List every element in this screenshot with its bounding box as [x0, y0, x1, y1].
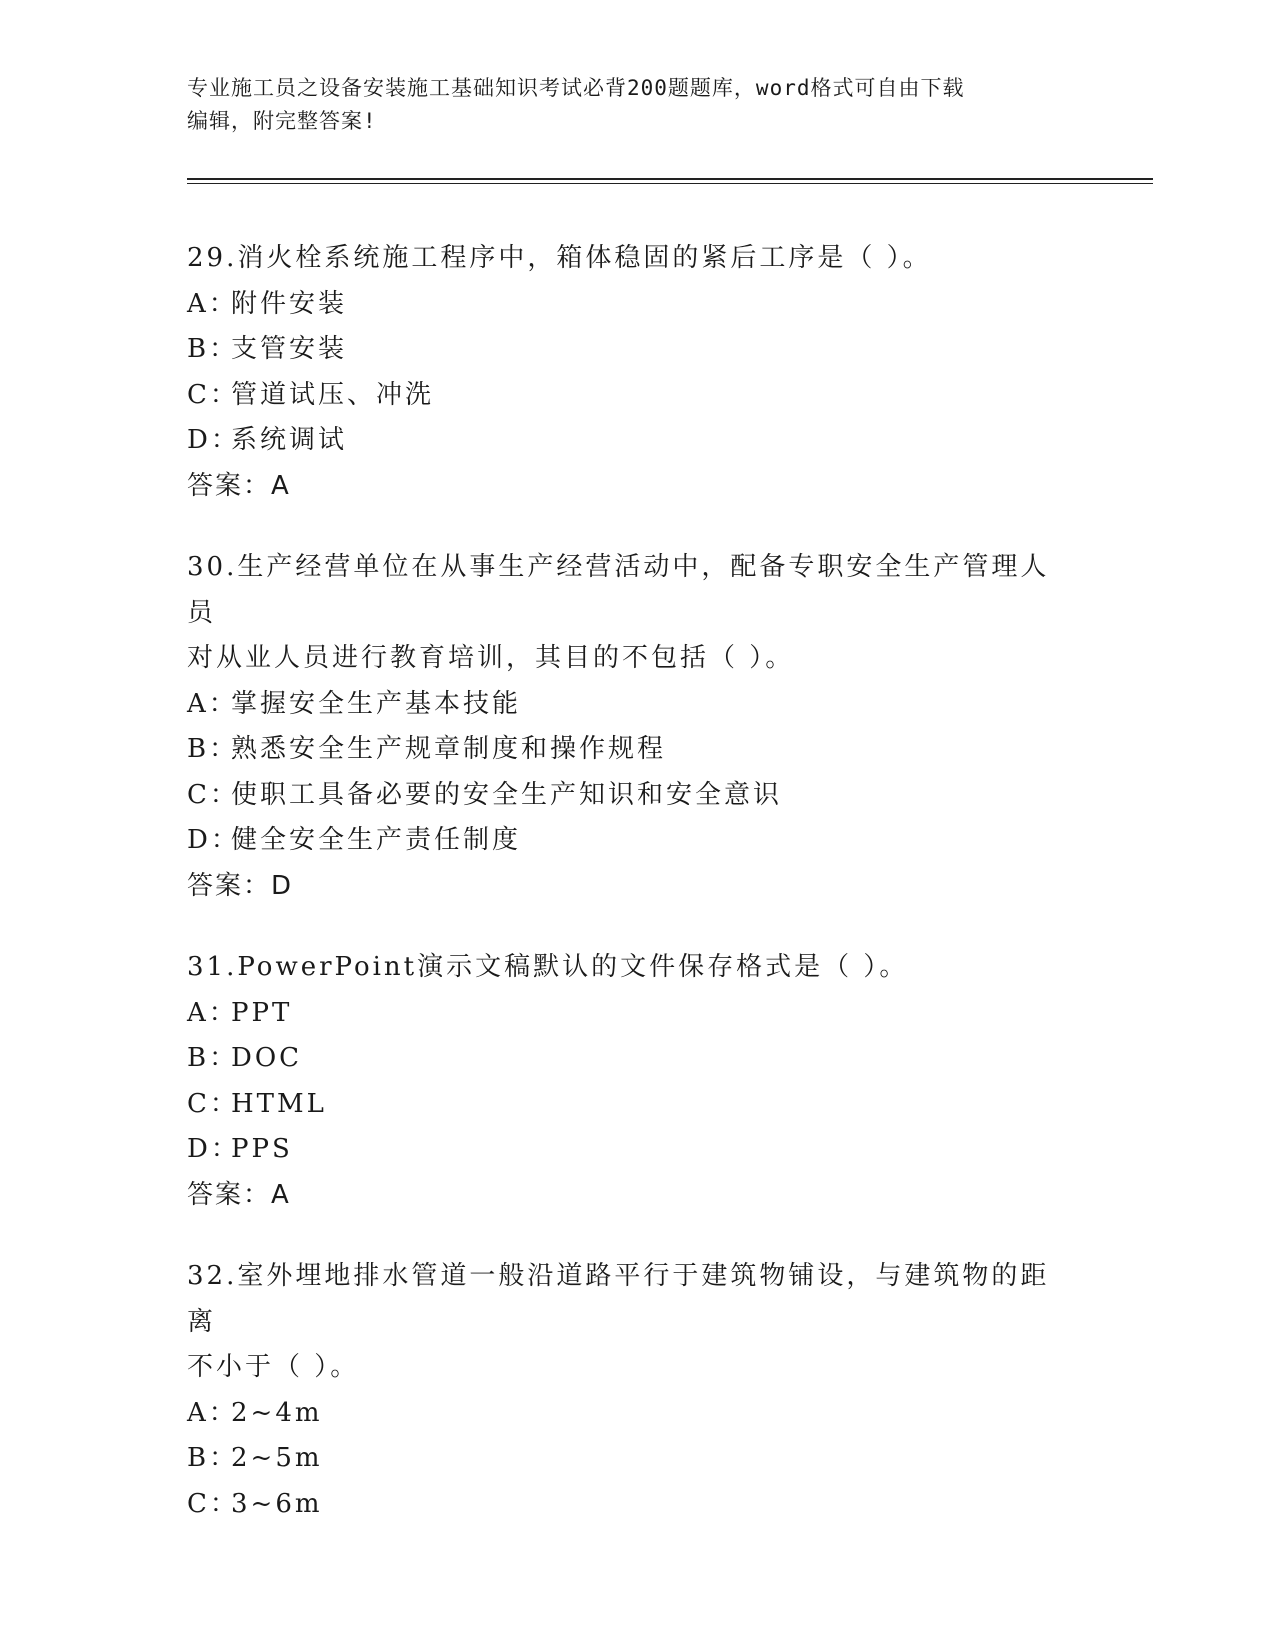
- option-text: 熟悉安全生产规章制度和操作规程: [231, 734, 667, 764]
- option-d: [187, 818, 1087, 864]
- option-text: 使职工具备必要的安全生产知识和安全意识: [231, 779, 783, 810]
- option-c: [187, 773, 1087, 819]
- answer-line: 答案：A: [187, 1179, 291, 1210]
- option-key: C：: [187, 379, 239, 410]
- option-b: [187, 1436, 1087, 1482]
- question-stem: [187, 236, 1067, 282]
- option-text: PPS: [231, 1134, 293, 1164]
- answer-line: 答案：D: [187, 870, 294, 901]
- question-30: [187, 545, 1087, 909]
- question-stem-line: 不小于（ ）。: [187, 1352, 360, 1382]
- option-key: B：: [187, 1443, 239, 1473]
- option-a: [187, 682, 1087, 728]
- question-list: [187, 236, 1087, 1563]
- option-key: D：: [187, 825, 240, 855]
- option-key: C：: [187, 1088, 239, 1119]
- option-b: [187, 727, 1087, 773]
- option-b: [187, 327, 1087, 373]
- option-c: [187, 373, 1087, 419]
- option-text: 支管安装: [231, 334, 348, 364]
- question-stem: [187, 945, 1067, 991]
- header-divider-thin: [187, 183, 1153, 184]
- question-stem: [187, 1254, 1067, 1391]
- option-d: [187, 418, 1087, 464]
- question-31: [187, 945, 1087, 1218]
- option-key: A：: [187, 288, 238, 319]
- question-stem-line: 31.PowerPoint演示文稿默认的文件保存格式是（ ）。: [187, 952, 909, 982]
- option-key: D：: [187, 425, 240, 455]
- header-divider-thick: [187, 178, 1153, 180]
- page-header: [187, 72, 1067, 138]
- option-a: [187, 282, 1087, 328]
- option-text: DOC: [231, 1043, 303, 1073]
- option-text: HTML: [231, 1088, 327, 1119]
- option-text: 掌握安全生产基本技能: [231, 688, 522, 719]
- option-text: 健全安全生产责任制度: [231, 825, 522, 855]
- option-key: B：: [187, 1043, 239, 1073]
- option-text: 2~5m: [231, 1443, 323, 1473]
- option-a: [187, 991, 1087, 1037]
- question-29: [187, 236, 1087, 509]
- question-32: [187, 1254, 1087, 1527]
- option-b: [187, 1036, 1087, 1082]
- option-key: B：: [187, 734, 239, 764]
- option-text: 3~6m: [231, 1488, 323, 1519]
- option-key: D：: [187, 1134, 240, 1164]
- option-text: 管道试压、冲洗: [231, 379, 435, 410]
- option-text: 2~4m: [231, 1397, 323, 1428]
- question-stem-line: 对从业人员进行教育培训，其目的不包括（ ）。: [187, 643, 795, 673]
- option-c: [187, 1482, 1087, 1528]
- question-stem-line: 29.消火栓系统施工程序中，箱体稳固的紧后工序是（ ）。: [187, 243, 932, 273]
- answer-line: 答案：A: [187, 470, 291, 501]
- option-text: 附件安装: [231, 288, 348, 319]
- option-key: C：: [187, 779, 239, 810]
- option-key: A：: [187, 1397, 238, 1428]
- question-stem: [187, 545, 1067, 682]
- option-a: [187, 1391, 1087, 1437]
- option-c: [187, 1082, 1087, 1128]
- option-key: B：: [187, 334, 239, 364]
- option-text: PPT: [231, 997, 293, 1028]
- option-key: A：: [187, 688, 238, 719]
- option-d: [187, 1127, 1087, 1173]
- option-key: A：: [187, 997, 238, 1028]
- option-key: C：: [187, 1488, 239, 1519]
- header-line-2: 编辑，附完整答案!: [187, 109, 377, 133]
- header-line-1: 专业施工员之设备安装施工基础知识考试必背200题题库，word格式可自由下载: [187, 76, 965, 100]
- question-stem-line: 32.室外埋地排水管道一般沿道路平行于建筑物铺设，与建筑物的距离: [187, 1261, 1050, 1337]
- option-text: 系统调试: [231, 425, 348, 455]
- question-stem-line: 30.生产经营单位在从事生产经营活动中，配备专职安全生产管理人员: [187, 552, 1050, 628]
